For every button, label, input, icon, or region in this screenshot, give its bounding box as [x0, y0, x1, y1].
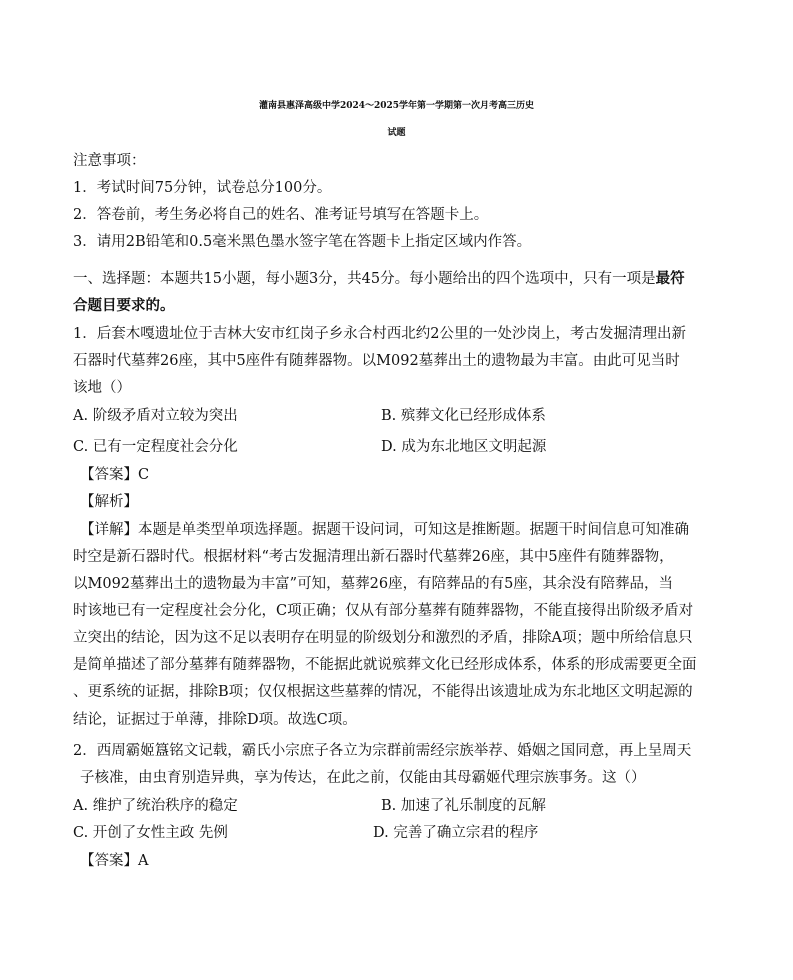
- q1-stem-line2: 石器时代墓葬26座，其中5座件有随葬器物。以M092墓葬出土的遗物最为丰富。由此可见当时: [73, 353, 680, 369]
- exam-title-line1: 灌南县惠泽高级中学2024～2025学年第一学期第一次月考高三历史: [258, 101, 535, 111]
- q2-option-d: D. 完善了确立宗君的程序: [373, 825, 539, 841]
- q1-detail-line1: 【详解】本题是单类型单项选择题。据题干设问词，可知这是推断题。据题干时间信息可知准确: [80, 522, 689, 538]
- q2-stem-line2: 子核准，由虫育别造异典，享为传达，在此之前，仅能由其母霸姬代理宗族事务。这（）: [80, 770, 646, 786]
- q1-detail-line7: 、更系统的证据，排除B项；仅仅根据这些墓葬的情况，不能得出该遗址成为东北地区文明起源的: [73, 684, 693, 700]
- q2-stem-line1: 2．西周霸姬簋铭文记载，霸氏小宗庶子各立为宗群前需经宗族举荐、婚姻之国同意，再上呈周天: [73, 743, 692, 759]
- q2-answer: 【答案】A: [80, 853, 149, 869]
- q1-detail-line5: 立突出的结论，因为这不足以表明存在明显的阶级划分和激烈的矛盾，排除A项；题中所给信息只: [73, 630, 693, 646]
- q1-option-c: C. 已有一定程度社会分化: [73, 439, 238, 455]
- q1-option-a: A. 阶级矛盾对立较为突出: [73, 408, 238, 424]
- q1-detail-line3: 以M092墓葬出土的遗物最为丰富”可知，墓葬26座，有陪葬品的有5座，其余没有陪葬品，当: [73, 576, 673, 592]
- q1-detail-line4: 时该地已有一定程度社会分化，C项正确；仅从有部分墓葬有随葬器物，不能直接得出阶级矛盾对: [73, 603, 694, 619]
- notice-item-1: 1．考试时间75分钟，试卷总分100分。: [73, 180, 332, 196]
- q1-detail-line8: 结论，证据过于单薄，排除D项。故选C项。: [73, 712, 357, 728]
- section-heading-bold: 最符: [655, 270, 685, 287]
- q2-option-a: A. 维护了统治秩序的稳定: [73, 798, 238, 814]
- q1-detail-line2: 时空是新石器时代。根据材料“考古发掘清理出新石器时代墓葬26座，其中5座件有随葬器物，: [73, 549, 674, 565]
- exam-title-line2: 试题: [387, 128, 406, 138]
- q2-option-c: C. 开创了女性主政 先例: [73, 825, 228, 841]
- q2-option-b: B. 加速了礼乐制度的瓦解: [381, 798, 546, 814]
- q1-analysis-label: 【解析】: [80, 494, 138, 510]
- q1-stem-line1: 1．后套木嘎遗址位于吉林大安市红岗子乡永合村西北约2公里的一处沙岗上，考古发掘清理出新: [73, 326, 686, 342]
- q1-option-b: B. 殡葬文化已经形成体系: [381, 408, 546, 424]
- q1-answer: 【答案】C: [80, 467, 150, 483]
- section-heading-line2: 合题目要求的。: [73, 297, 175, 314]
- q1-detail-line6: 是简单描述了部分墓葬有随葬器物，不能据此就说殡葬文化已经形成体系，体系的形成需要更全面: [73, 657, 697, 673]
- notice-heading: 注意事项：: [73, 153, 146, 169]
- q1-option-d: D. 成为东北地区文明起源: [381, 439, 547, 455]
- section-heading-line1: [73, 269, 685, 289]
- q1-stem-line3: 该地（）: [73, 380, 131, 396]
- notice-item-3: 3．请用2B铅笔和0.5毫米黑色墨水签字笔在答题卡上指定区域内作答。: [73, 234, 532, 250]
- section-heading-text: 一、选择题：本题共15小题，每小题3分，共45分。每小题给出的四个选项中，只有一项是: [73, 271, 656, 287]
- notice-item-2: 2．答卷前，考生务必将自己的姓名、准考证号填写在答题卡上。: [73, 207, 489, 223]
